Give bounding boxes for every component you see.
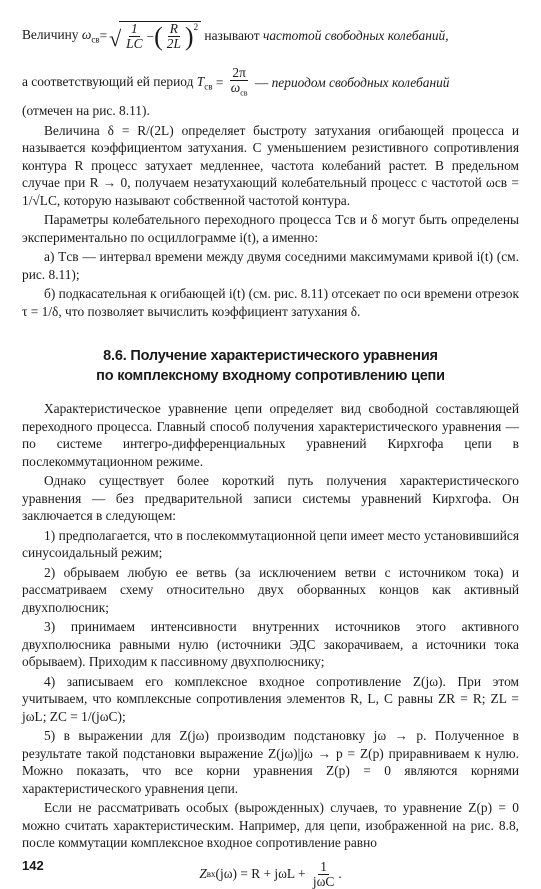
- fraction-num: R: [169, 21, 178, 36]
- fraction-den: LC: [126, 36, 143, 51]
- paragraph-figure-ref: (отмечен на рис. 8.11).: [22, 103, 150, 118]
- formula-lhs-sub: вх: [206, 869, 216, 879]
- equals-sign: =: [99, 28, 108, 43]
- fraction-2pi-over-omega: [229, 66, 250, 101]
- formula-rhs: (jω) = R + jωL +: [215, 866, 309, 881]
- fraction-1-over-lc: [124, 22, 144, 51]
- fraction-num: √ 1: [130, 21, 138, 36]
- exponent: 2: [193, 22, 199, 32]
- sqrt-expression: [119, 21, 201, 51]
- right-paren: ): [184, 21, 194, 51]
- fraction-1-over-jwc: [311, 860, 336, 889]
- list-item-4: 4) записываем его комплексное входное сопротивление Z(jω). При этом учитываем, что комплексные сопротивления элементов R, L, C равны ZR = R; ZL = jωL; ZC = 1/(jωC);: [22, 673, 519, 724]
- page-number: 142: [22, 858, 44, 873]
- left-paren: (: [154, 21, 163, 51]
- term-free-oscillation-period: периодом свободных колебаний: [271, 75, 450, 90]
- text-segment: Величину $\omega_{св}$: [22, 27, 100, 45]
- dash: —: [251, 75, 272, 90]
- paragraph-item-a: а) Tсв — интервал времени между двумя соседними максимумами кривой i(t) (см. рис. 8.11);: [22, 249, 519, 282]
- formula-omega-line: [22, 8, 519, 64]
- paragraph-example: Если не рассматривать особых (вырожденных) случаев, то уравнение Z(p) = 0 можно считать характеристическим. Например, для цепи, изображенной на рис. 8.8, после коммутации комплексное входное сопротивление равно: [22, 800, 519, 850]
- page-content: [22, 8, 519, 889]
- term-free-oscillation-frequency: частотой свободных колебаний: [262, 28, 446, 43]
- formula-lhs: Z: [199, 866, 207, 881]
- text-segment: ,: [445, 28, 449, 43]
- paragraph-section-2: Однако существует более короткий путь получения характеристического уравнения — без предварительной записи системы уравнений Кирхгофа. Он заключается в следующем:: [22, 473, 519, 523]
- text-segment: а соответствующий ей период $T_{св}$: [22, 74, 213, 92]
- text-segment: называют: [201, 28, 263, 43]
- list-item-5: 5) в выражении для Z(jω) производим подстановку jω → p. Полученное в результате такой подстановки выражение Z(jω)|jω → p = Z(p) приравниваем к нулю. Можно показать, что все корни уравнения Z(p) = 0 являются корнями характеристического уравнения цепи.: [22, 728, 519, 796]
- formula-end: .: [338, 866, 342, 881]
- fraction-den: 2L: [166, 36, 181, 51]
- paragraph-parameters: Параметры колебательного переходного процесса Tсв и δ могут быть определены экспериментально по осциллограмме i(t), а именно:: [22, 212, 519, 245]
- section-heading: [22, 346, 519, 386]
- fraction-num: 1: [320, 858, 327, 874]
- paragraph-item-b: б) подкасательная к огибающей i(t) (см. рис. 8.11) отсекает по оси времени отрезок τ = 1/δ, что позволяет вычислить коэффициент затухания δ.: [22, 286, 519, 319]
- section-heading-line-1: 8.6. Получение характеристического уравнения: [103, 348, 438, 364]
- list-item-3: 3) принимаем интенсивности внутренних источников этого активного двухполюсника равными нулю (источники ЭДС закорачиваем, а источники тока обрываем). Приходим к пассивному двухполюснику;: [22, 619, 519, 669]
- formula-period-line: [22, 64, 519, 102]
- fraction-den: $\omega_{св}$: [230, 79, 248, 98]
- fraction-den: jωC: [312, 873, 335, 889]
- list-item-2: 2) обрываем любую ее ветвь (за исключением ветви с источником тока) и рассматриваем схему относительно двух оборванных концов как активный двухполюсник;: [22, 564, 519, 615]
- fraction-r-over-2l: [165, 22, 183, 51]
- list-item-1: 1) предполагается, что в послекоммутационной цепи имеет место установившийся синусоидальный режим;: [22, 527, 519, 560]
- minus-sign: −: [146, 28, 155, 44]
- paragraph-section-1: Характеристическое уравнение цепи определяет вид свободной составляющей переходного процесса. Главный способ получения характеристического уравнения — по системе интегро-дифференциальных уравнений Кирхгофа цепи в послекоммутационном режиме.: [22, 401, 519, 469]
- formula-input-impedance: [22, 860, 519, 889]
- section-heading-line-2: по комплексному входному сопротивлению цепи: [96, 368, 445, 384]
- equals-sign: =: [212, 75, 227, 90]
- paragraph-damping: Величина δ = R/(2L) определяет быстроту затухания огибающей процесса и называется коэффициентом затухания. С уменьшением резистивного сопротивления контура R процесс затухает медленнее, частота колебаний растет. В предельном случае при R → 0, получаем незатухающий колебательный процесс с частотой ωсв = 1/√LC, которую называют собственной частотой контура.: [22, 122, 519, 208]
- fraction-num: 2π: [232, 64, 246, 80]
